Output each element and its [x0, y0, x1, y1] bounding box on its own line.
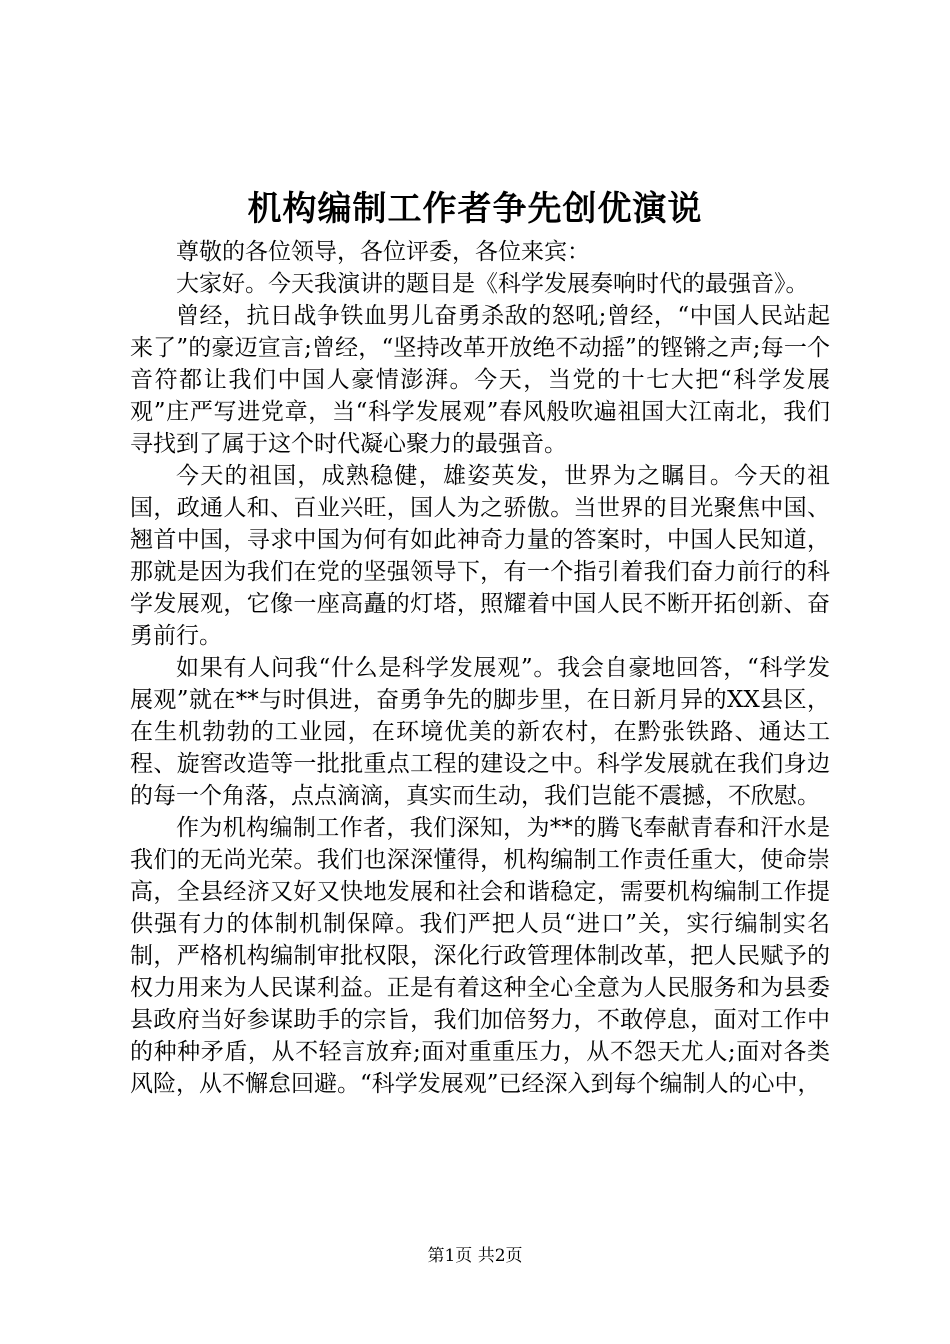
paragraph-what-is: 如果有人问我“什么是科学发展观”。我会自豪地回答，“科学发展观”就在**与时俱进，奋勇争先的脚步里，在日新月异的XX县区，在生机勃勃的工业园，在环境优美的新农村，在黔张铁路、通达工程、旋窖改造等一批批重点工程的建设之中。科学发展就在我们身边的每一个角落，点点滴滴，真实而生动，我们岂能不震撼，不欣慰。 — [130, 655, 830, 809]
paragraph-motherland: 今天的祖国，成熟稳健，雄姿英发，世界为之瞩目。今天的祖国，政通人和、百业兴旺，国人为之骄傲。当世界的目光聚焦中国、翘首中国，寻求中国为何有如此神奇力量的答案时，中国人民知道，那就是因为我们在党的坚强领导下，有一个指引着我们奋力前行的科学发展观，它像一座高矗的灯塔，照耀着中国人民不断开拓创新、奋勇前行。 — [130, 463, 830, 649]
document-title: 机构编制工作者争先创优演说 — [247, 189, 703, 229]
paragraph-our-work: 作为机构编制工作者，我们深知，为**的腾飞奉献青春和汗水是我们的无尚光荣。我们也深深懂得，机构编制工作责任重大，使命崇高，全县经济又好又快地发展和社会和谐稳定，需要机构编制工作提供强有力的体制机制保障。我们严把人员“进口”关，实行编制实名制，严格机构编制审批权限，深化行政管理体制改革，把人民赋予的权力用来为人民谋利益。正是有着这种全心全意为人民服务和为县委县政府当好参谋助手的宗旨，我们加倍努力，不敢停息，面对工作中的种种矛盾，从不轻言放弃;面对重重压力，从不怨天尤人;面对各类风险，从不懈怠回避。“科学发展观”已经深入到每个编制人的心中， — [130, 815, 830, 1097]
page-number: 第1页 共2页 — [427, 1246, 523, 1266]
document-body — [130, 236, 830, 1100]
paragraph-salutation: 尊敬的各位领导，各位评委，各位来宾： — [176, 239, 590, 265]
paragraph-history: 曾经，抗日战争铁血男儿奋勇杀敌的怒吼;曾经，“中国人民站起来了”的豪迈宣言;曾经，“坚持改革开放绝不动摇”的铿锵之声;每一个音符都让我们中国人豪情澎湃。今天，当党的十七大把“科学发展观”庄严写进党章，当“科学发展观”春风般吹遍祖国大江南北，我们寻找到了属于这个时代凝心聚力的最强音。 — [130, 303, 830, 457]
paragraph-greeting: 大家好。今天我演讲的题目是《科学发展奏响时代的最强音》。 — [176, 271, 809, 297]
